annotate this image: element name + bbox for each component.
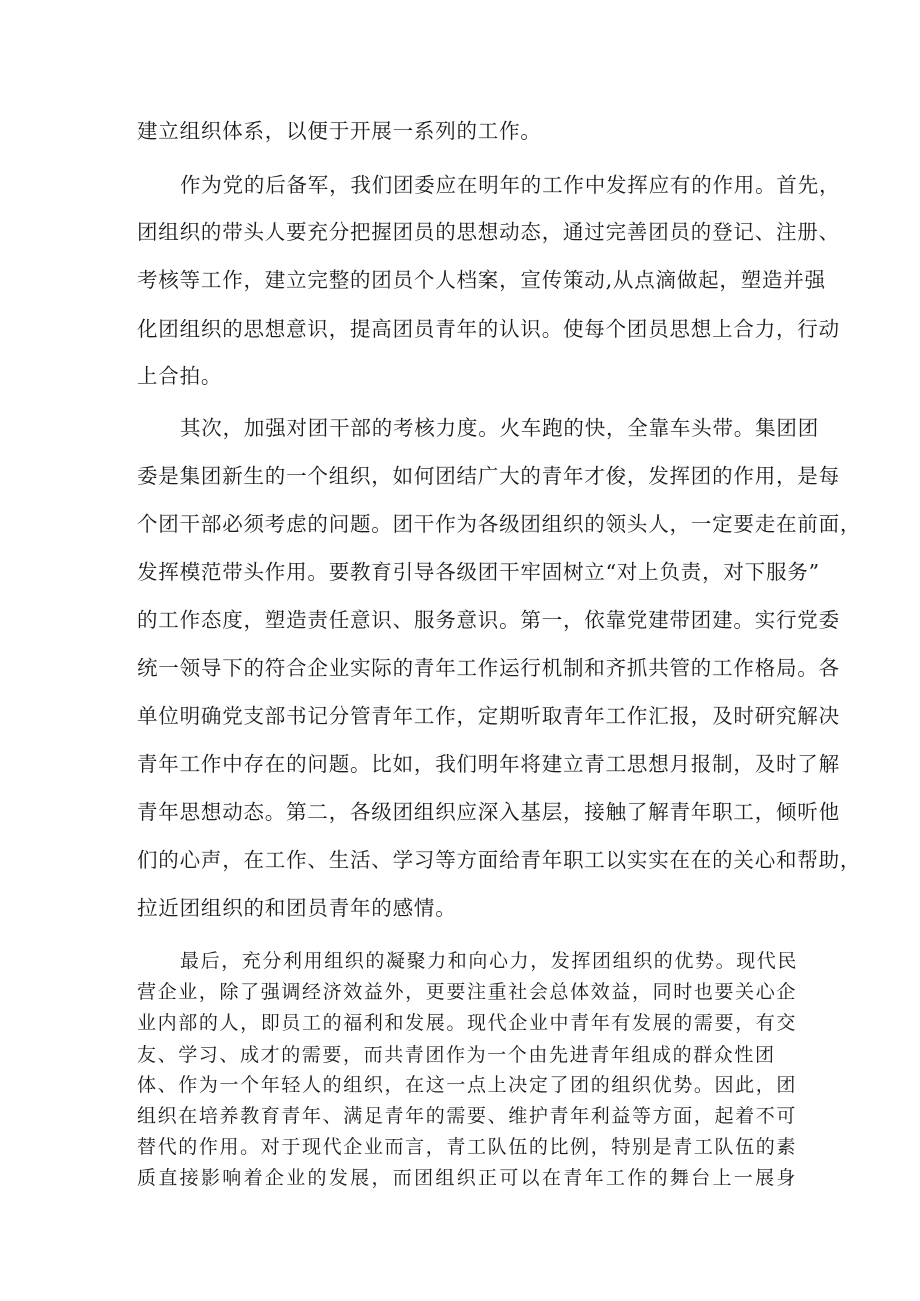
paragraph-3-line-6: 统一领导下的符合企业实际的青年工作运行机制和齐抓共管的工作格局。各 <box>137 656 840 680</box>
paragraph-2-line-5: 上合拍。 <box>137 364 223 388</box>
paragraph-4-line-7: 替代的作用。对于现代企业而言，青工队伍的比例，特别是青工队伍的素 <box>137 1136 797 1158</box>
paragraph-3-line-2: 委是集团新生的一个组织，如何团结广大的青年才俊，发挥团的作用，是每 <box>137 464 840 488</box>
paragraph-4-line-1: 最后，充分利用组织的凝聚力和向心力，发挥团组织的优势。现代民 <box>180 950 799 972</box>
paragraph-3-line-9: 青年思想动态。第二，各级团组织应深入基层，接触了解青年职工，倾听他 <box>137 800 840 824</box>
paragraph-3-line-11: 拉近团组织的和团员青年的感情。 <box>137 896 457 920</box>
paragraph-4-line-6: 组织在培养教育青年、满足青年的需要、维护青年利益等方面，起着不可 <box>137 1105 797 1127</box>
paragraph-3-line-8: 青年工作中存在的问题。比如，我们明年将建立青工思想月报制，及时了解 <box>137 752 840 776</box>
paragraph-3-line-7: 单位明确党支部书记分管青年工作，定期听取青年工作汇报，及时研究解决 <box>137 704 840 728</box>
paragraph-4-line-3: 业内部的人，即员工的福利和发展。现代企业中青年有发展的需要，有交 <box>137 1012 797 1034</box>
paragraph-2-line-1: 作为党的后备军，我们团委应在明年的工作中发挥应有的作用。首先， <box>180 173 841 197</box>
paragraph-2-line-4: 化团组织的思想意识，提高团员青年的认识。使每个团员思想上合力，行动 <box>137 317 840 341</box>
paragraph-4-line-5: 体、作为一个年轻人的组织，在这一点上决定了团的组织优势。因此，团 <box>137 1074 797 1096</box>
paragraph-4-line-2: 营企业，除了强调经济效益外，更要注重社会总体效益，同时也要关心企 <box>137 981 797 1003</box>
paragraph-3-line-1: 其次，加强对团干部的考核力度。火车跑的快，全靠车头带。集团团 <box>180 416 819 440</box>
paragraph-3-line-3: 个团干部必须考虑的问题。团干作为各级团组织的领头人，一定要走在前面， <box>137 512 862 536</box>
paragraph-1-line-1: 建立组织体系，以便于开展一系列的工作。 <box>137 119 542 143</box>
paragraph-4-line-4: 友、学习、成才的需要，而共青团作为一个由先进青年组成的群众性团 <box>137 1044 776 1066</box>
paragraph-2-line-2: 团组织的带头人要充分把握团员的思想动态，通过完善团员的登记、注册、 <box>137 220 840 244</box>
paragraph-4-line-8: 质直接影响着企业的发展，而团组织正可以在青年工作的舞台上一展身 <box>137 1167 797 1189</box>
paragraph-2-line-3: 考核等工作，建立完整的团员个人档案，宣传策动,从点滴做起，塑造并强 <box>137 268 826 292</box>
paragraph-3-line-5: 的工作态度，塑造责任意识、服务意识。第一，依靠党建带团建。实行党委 <box>137 608 840 632</box>
paragraph-3-line-4: 发挥模范带头作用。要教育引导各级团干牢固树立“对上负责，对下服务” <box>137 560 820 584</box>
paragraph-3-line-10: 们的心声，在工作、生活、学习等方面给青年职工以实实在在的关心和帮助， <box>137 848 862 872</box>
